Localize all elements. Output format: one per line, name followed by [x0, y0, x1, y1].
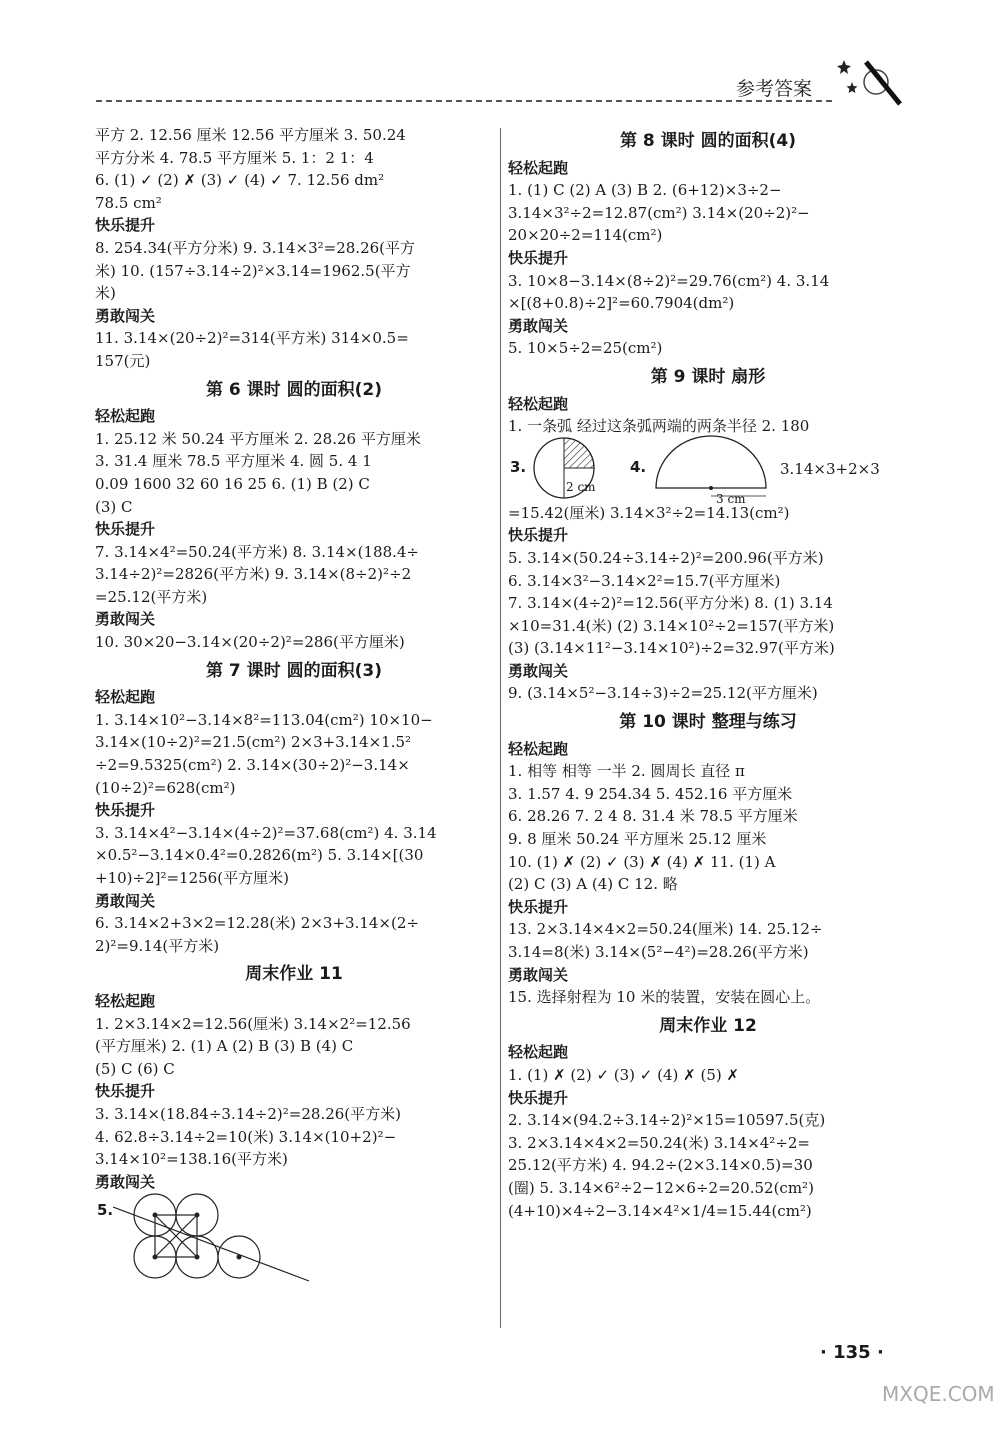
- subsection-label: 勇敢闯关: [95, 610, 156, 629]
- answer-line: 6. 3.14×2+3×2=12.28(米) 2×3+3.14×(2÷: [95, 914, 419, 933]
- answer-line: (2) C (3) A (4) C 12. 略: [508, 875, 678, 894]
- subsection-label: 快乐提升: [508, 526, 569, 545]
- subsection-label: 快乐提升: [508, 1088, 569, 1107]
- subsection-label: 轻松起跑: [508, 739, 569, 758]
- right-column: [508, 124, 908, 1222]
- answer-line: 1. (1) C (2) A (3) B 2. (6+12)×3÷2−: [508, 181, 782, 200]
- answer-line: 1. (1) ✗ (2) ✓ (3) ✓ (4) ✗ (5) ✗: [508, 1065, 740, 1084]
- section-heading: 第 10 课时 整理与练习: [619, 712, 797, 733]
- answer-line: (10÷2)²=628(cm²): [95, 778, 236, 797]
- answer-line: 5. 10×5÷2=25(cm²): [508, 339, 663, 358]
- answer-line: 1. 相等 相等 一半 2. 圆周长 直径 π: [508, 762, 745, 781]
- answer-line: 78.5 cm²: [95, 193, 162, 212]
- answer-line: 3.14×3²÷2=12.87(cm²) 3.14×(20÷2)²−: [508, 203, 810, 222]
- answer-line: +10)÷2]²=1256(平方厘米): [95, 869, 289, 887]
- subsection-label: 轻松起跑: [508, 394, 569, 413]
- answer-line: 3. 1.57 4. 9 254.34 5. 452.16 平方厘米: [508, 784, 793, 803]
- answer-line: 8. 254.34(平方分米) 9. 3.14×3²=28.26(平方: [95, 238, 416, 257]
- answer-line: 1. 25.12 米 50.24 平方厘米 2. 28.26 平方厘米: [95, 429, 421, 448]
- answer-line: (5) C (6) C: [95, 1059, 175, 1078]
- column-divider: [500, 128, 501, 1328]
- answer-line: 4. 62.8÷3.14÷2=10(米) 3.14×(10+2)²−: [95, 1127, 397, 1146]
- section-heading: 周末作业 11: [245, 964, 343, 985]
- answer-line: 6. (1) ✓ (2) ✗ (3) ✓ (4) ✓ 7. 12.56 dm²: [95, 171, 385, 190]
- answer-line: 7. 3.14×4²=50.24(平方米) 8. 3.14×(188.4÷: [95, 542, 419, 561]
- answer-line: 9. (3.14×5²−3.14÷3)÷2=25.12(平方厘米): [508, 684, 818, 703]
- header-divider: [96, 100, 832, 102]
- circles-figure: [95, 1193, 493, 1285]
- answer-line: 20×20÷2=114(cm²): [508, 226, 663, 245]
- diameter-label: 3 cm: [716, 491, 746, 506]
- answer-line: ×0.5²−3.14×0.4²=0.2826(m²) 5. 3.14×[(30: [95, 846, 424, 865]
- answer-line: 3.14÷2)²=2826(平方米) 9. 3.14×(8÷2)²÷2: [95, 565, 412, 584]
- answer-line: 6. 28.26 7. 2 4 8. 31.4 米 78.5 平方厘米: [508, 807, 798, 826]
- answer-line: 6. 3.14×3²−3.14×2²=15.7(平方厘米): [508, 571, 781, 590]
- subsection-label: 轻松起跑: [95, 407, 156, 426]
- answer-line: 3. 2×3.14×4×2=50.24(米) 3.14×4²÷2=: [508, 1133, 810, 1152]
- answer-line: 15. 选择射程为 10 米的装置，安装在圆心上。: [508, 988, 821, 1007]
- answer-line: 3. 3.14×4²−3.14×(4÷2)²=37.68(cm²) 4. 3.14: [95, 823, 437, 842]
- answer-line: 11. 3.14×(20÷2)²=314(平方米) 314×0.5=: [95, 329, 409, 348]
- fig4-label: 4.: [630, 457, 647, 476]
- answer-line: 2)²=9.14(平方米): [95, 936, 220, 955]
- subsection-label: 勇敢闯关: [508, 965, 569, 984]
- subsection-label: 勇敢闯关: [95, 1172, 156, 1191]
- subsection-label: 轻松起跑: [508, 1043, 569, 1062]
- answer-line: ×10=31.4(米) (2) 3.14×10²÷2=157(平方米): [508, 616, 835, 635]
- answer-line: 13. 2×3.14×4×2=50.24(厘米) 14. 25.12÷: [508, 920, 823, 939]
- radius-label: 2 cm: [566, 479, 596, 494]
- answer-line: (平方厘米) 2. (1) A (2) B (3) B (4) C: [95, 1037, 354, 1056]
- answer-line: ÷2=9.5325(cm²) 2. 3.14×(30÷2)²−3.14×: [95, 756, 410, 775]
- left-column: [95, 124, 493, 1285]
- answer-line: 25.12(平方米) 4. 94.2÷(2×3.14×0.5)=30: [508, 1156, 813, 1175]
- subsection-label: 快乐提升: [95, 801, 156, 820]
- fig5-label: 5.: [97, 1201, 114, 1220]
- subsection-label: 快乐提升: [508, 897, 569, 916]
- section-heading: 第 8 课时 圆的面积(4): [620, 131, 796, 151]
- sector-figures: [508, 438, 908, 506]
- subsection-label: 勇敢闯关: [95, 891, 156, 910]
- answer-line: 3.14×10²=138.16(平方米): [95, 1150, 288, 1169]
- answer-line: (3) C: [95, 497, 133, 516]
- answer-line: =25.12(平方米): [95, 587, 208, 606]
- subsection-label: 勇敢闯关: [95, 306, 156, 325]
- answer-line: 1. 3.14×10²−3.14×8²=113.04(cm²) 10×10−: [95, 710, 433, 729]
- answer-line: 3. 3.14×(18.84÷3.14÷2)²=28.26(平方米): [95, 1104, 401, 1123]
- answer-line: 米): [95, 284, 116, 303]
- answer-line: 10. (1) ✗ (2) ✓ (3) ✗ (4) ✗ 11. (1) A: [508, 852, 776, 871]
- fig3-label: 3.: [510, 457, 527, 476]
- answer-line: 3. 31.4 厘米 78.5 平方厘米 4. 圆 5. 4 1: [95, 452, 372, 471]
- answer-line: 5. 3.14×(50.24÷3.14÷2)²=200.96(平方米): [508, 548, 824, 567]
- section-heading: 第 7 课时 圆的面积(3): [206, 660, 382, 681]
- subsection-label: 勇敢闯关: [508, 316, 569, 335]
- semicircle-figure: [652, 434, 770, 502]
- magic-wand-icon: [836, 52, 906, 108]
- section-heading: 第 6 课时 圆的面积(2): [206, 379, 382, 400]
- answer-line: 9. 8 厘米 50.24 平方厘米 25.12 厘米: [508, 830, 767, 849]
- section-heading: 周末作业 12: [659, 1015, 757, 1036]
- answer-line: 157(元): [95, 351, 151, 370]
- subsection-label: 勇敢闯关: [508, 661, 569, 680]
- answer-line: 3.14×(10÷2)²=21.5(cm²) 2×3+3.14×1.5²: [95, 733, 412, 752]
- four-circles-diagram: [113, 1193, 313, 1285]
- subsection-label: 快乐提升: [95, 216, 156, 235]
- subsection-label: 轻松起跑: [95, 688, 156, 707]
- subsection-label: 快乐提升: [95, 1082, 156, 1101]
- answer-line: 平方分米 4. 78.5 平方厘米 5. 1：2 1：4: [95, 148, 374, 167]
- subsection-label: 轻松起跑: [508, 158, 569, 177]
- answer-line: 10. 30×20−3.14×(20÷2)²=286(平方厘米): [95, 633, 405, 652]
- answer-line: (3) (3.14×11²−3.14×10²)÷2=32.97(平方米): [508, 639, 835, 658]
- watermark: MXQE.COM: [882, 1382, 995, 1406]
- answer-line: 3. 10×8−3.14×(8÷2)²=29.76(cm²) 4. 3.14: [508, 271, 830, 290]
- answer-line: 7. 3.14×(4÷2)²=12.56(平方分米) 8. (1) 3.14: [508, 594, 833, 613]
- subsection-label: 快乐提升: [95, 520, 156, 539]
- answer-line: 米) 10. (157÷3.14÷2)²×3.14=1962.5(平方: [95, 261, 411, 280]
- answer-line: 0.09 1600 32 60 16 25 6. (1) B (2) C: [95, 474, 370, 493]
- fig4-expression: 3.14×3+2×3: [780, 459, 880, 478]
- answer-line: (4+10)×4÷2−3.14×4²×1/4=15.44(cm²): [508, 1201, 812, 1220]
- answer-line: 1. 2×3.14×2=12.56(厘米) 3.14×2²=12.56: [95, 1014, 411, 1033]
- page-number: · 135 ·: [820, 1342, 884, 1363]
- section-heading: 第 9 课时 扇形: [650, 366, 766, 387]
- subsection-label: 轻松起跑: [95, 991, 156, 1010]
- answer-line: ×[(8+0.8)÷2]²=60.7904(dm²): [508, 294, 735, 313]
- header-title: 参考答案: [736, 78, 813, 100]
- subsection-label: 快乐提升: [508, 248, 569, 267]
- answer-line: =15.42(厘米) 3.14×3²÷2=14.13(cm²): [508, 503, 790, 522]
- answer-line: (圈) 5. 3.14×6²÷2−12×6÷2=20.52(cm²): [508, 1178, 814, 1197]
- answer-line: 3.14=8(米) 3.14×(5²−4²)=28.26(平方米): [508, 943, 809, 961]
- answer-line: 平方 2. 12.56 厘米 12.56 平方厘米 3. 50.24: [95, 126, 406, 144]
- answer-line: 1. 一条弧 经过这条弧两端的两条半径 2. 180: [508, 417, 810, 436]
- answer-line: 2. 3.14×(94.2÷3.14÷2)²×15=10597.5(克): [508, 1111, 826, 1130]
